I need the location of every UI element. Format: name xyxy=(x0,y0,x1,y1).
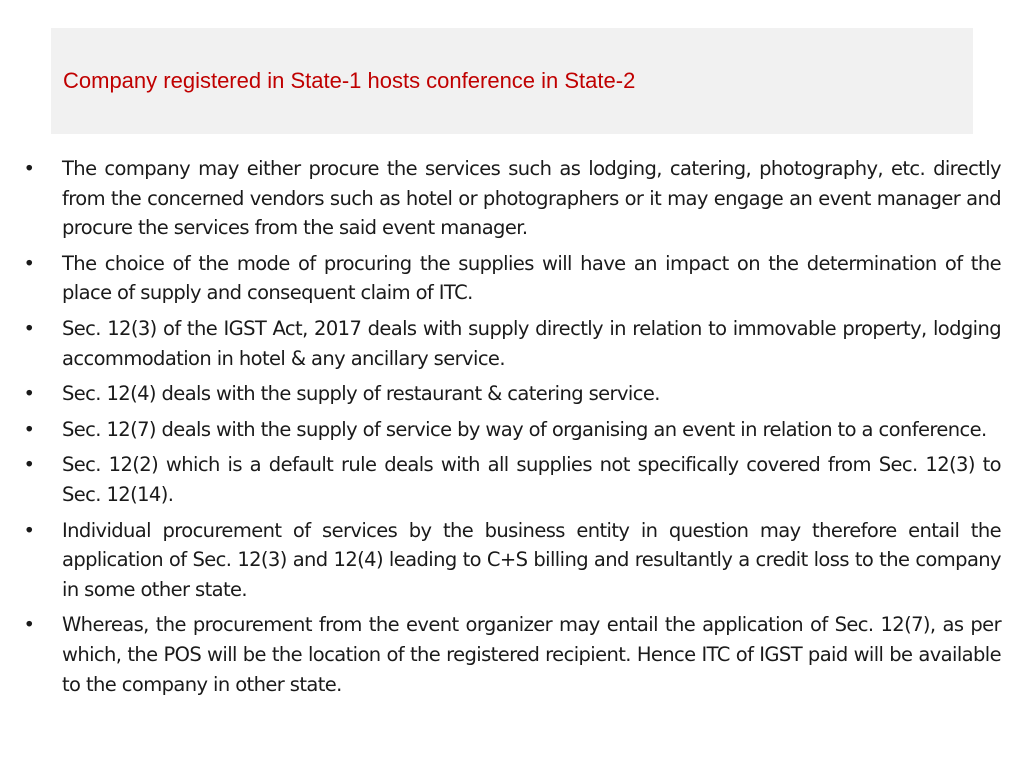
bullet-icon: • xyxy=(23,417,35,441)
bullet-icon: • xyxy=(23,251,35,275)
bullet-icon: • xyxy=(23,382,35,406)
bullet-text: Sec. 12(2) which is a default rule deals with all supplies not specifically covered from Sec. 12(3) to Sec. 12(14). xyxy=(62,453,1001,506)
bullet-item xyxy=(22,249,1001,308)
bullet-item xyxy=(22,415,1001,445)
bullet-text: Individual procurement of services by the business entity in question may therefore entail the application of Sec. 12(3) and 12(4) leading to C+S billing and resultantly a credit loss to the company in some other state. xyxy=(62,518,1001,601)
bullet-text: Sec. 12(3) of the IGST Act, 2017 deals with supply directly in relation to immovable property, lodging accommodation in hotel & any ancillary service. xyxy=(62,316,1001,370)
bullet-item xyxy=(22,379,1001,409)
bullet-icon: • xyxy=(23,518,35,542)
bullet-item xyxy=(22,450,1001,509)
slide-title: Company registered in State-1 hosts conference in State-2 xyxy=(63,68,636,93)
bullet-text: The company may either procure the services such as lodging, catering, photography, etc. directly from the concerned vendors such as hotel or photographers or it may engage an event manager and procure the services from the said event manager. xyxy=(62,157,1001,240)
bullet-text: Whereas, the procurement from the event organizer may entail the application of Sec. 12(7), as per which, the POS will be the location of the registered recipient. Hence ITC of IGST paid will be available to the company in other state. xyxy=(62,613,1001,696)
bullet-item xyxy=(22,516,1001,605)
title-box xyxy=(51,28,973,134)
bullet-text: Sec. 12(4) deals with the supply of restaurant & catering service. xyxy=(62,382,660,406)
bullet-item xyxy=(22,314,1001,373)
bullet-icon: • xyxy=(23,157,35,180)
bullet-icon: • xyxy=(23,613,35,637)
bullet-text: Sec. 12(7) deals with the supply of service by way of organising an event in relation to a conference. xyxy=(62,417,987,441)
bullet-list xyxy=(22,154,1001,705)
bullet-icon: • xyxy=(23,316,35,340)
bullet-item xyxy=(22,154,1001,243)
bullet-item xyxy=(22,610,1001,699)
bullet-icon: • xyxy=(23,453,35,477)
bullet-text: The choice of the mode of procuring the supplies will have an impact on the determination of the place of supply and consequent claim of ITC. xyxy=(62,251,1001,305)
